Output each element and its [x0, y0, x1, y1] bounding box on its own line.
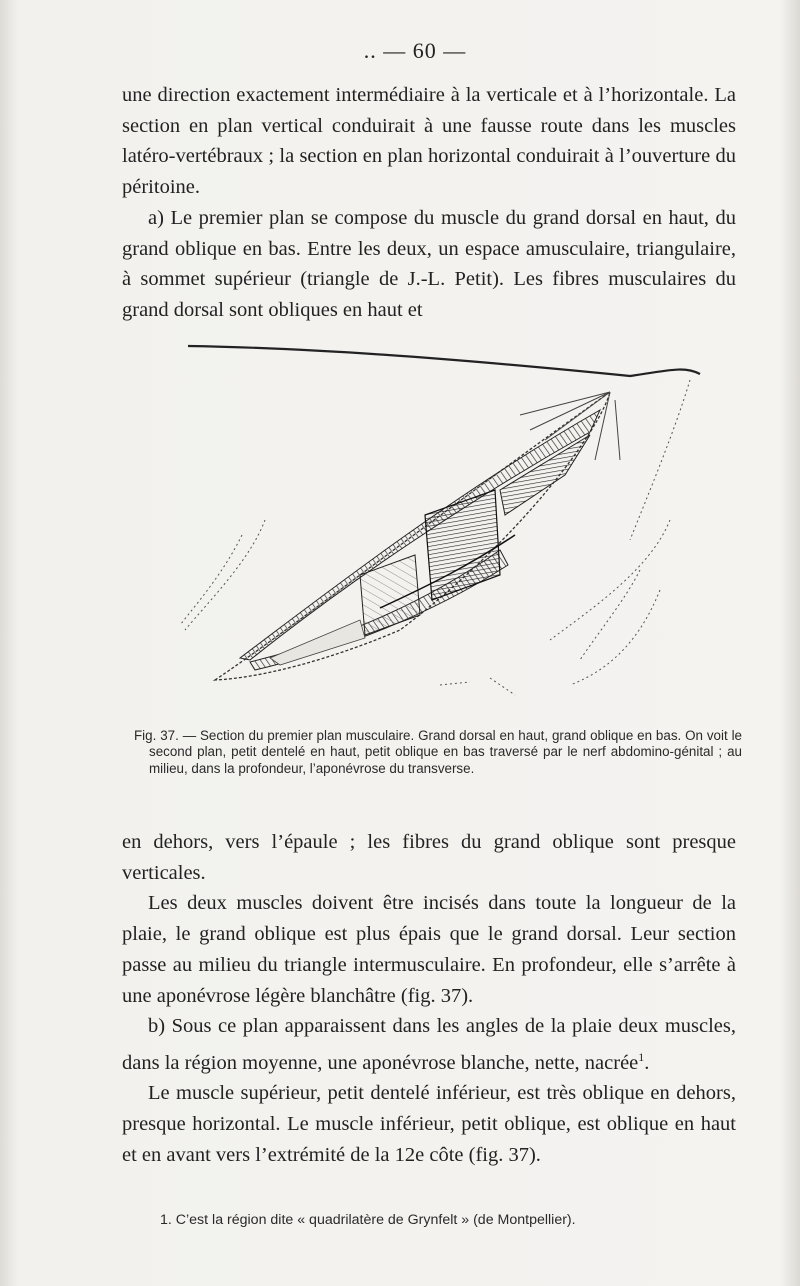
paragraph-2: a) Le premier plan se compose du muscle du grand dorsal en haut, du grand oblique en bas. Entre les deux, un espace amusculaire, triangulaire, à sommet supérieur (triangle de J.-L. Petit). Les fibres musculaires du grand dorsal sont obliques en haut et	[122, 206, 736, 321]
footnote-ref: 1	[638, 1049, 645, 1064]
figure-caption	[134, 728, 742, 777]
grand-dorsal	[240, 410, 600, 660]
paragraph-5	[122, 1011, 736, 1078]
page-number: .. — 60 —	[363, 38, 467, 63]
text-top	[122, 80, 736, 326]
petit-dentele	[425, 490, 500, 600]
back-contour	[188, 346, 700, 376]
footnote: 1. C’est la région dite « quadrilatère de Grynfelt » (de Montpellier).	[160, 1212, 576, 1228]
paragraph-6: Le muscle supérieur, petit dentelé inférieur, est très oblique en dehors, presque horizontal. Le muscle inférieur, petit oblique, est oblique en haut et en avant vers l’extrémité de la 12e côte (fig. 37).	[122, 1082, 736, 1166]
text-bottom	[122, 827, 736, 1171]
paragraph-5-end: .	[644, 1051, 650, 1074]
paragraph-1: une direction exactement intermédiaire à la verticale et à l’horizontale. La section en plan vertical conduirait à une fausse route dans les muscles latéro-vertébraux ; la section en plan horizontal conduirait à l’ouverture du péritoine.	[122, 84, 736, 199]
paragraph-4: Les deux muscles doivent être incisés dans toute la longueur de la plaie, le grand oblique est plus épais que le grand dorsal. Leur section passe au milieu du triangle intermusculaire. En profondeur, elle s’arrête à une aponévrose légère blanchâtre (fig. 37).	[122, 892, 736, 1007]
caption-text: Fig. 37. — Section du premier plan musculaire. Grand dorsal en haut, grand oblique en bas. On voit le second plan, petit dentelé en haut, petit oblique en bas traversé par le nerf abdomino-génital ; au milieu, dans la profondeur, l’aponévrose du transverse.	[134, 728, 742, 776]
paragraph-3: en dehors, vers l’épaule ; les fibres du grand oblique sont presque verticales.	[122, 831, 736, 884]
anatomical-figure	[170, 340, 730, 720]
paragraph-5-text: b) Sous ce plan apparaissent dans les angles de la plaie deux muscles, dans la région moyenne, une aponévrose blanche, nette, nacrée	[122, 1015, 736, 1074]
